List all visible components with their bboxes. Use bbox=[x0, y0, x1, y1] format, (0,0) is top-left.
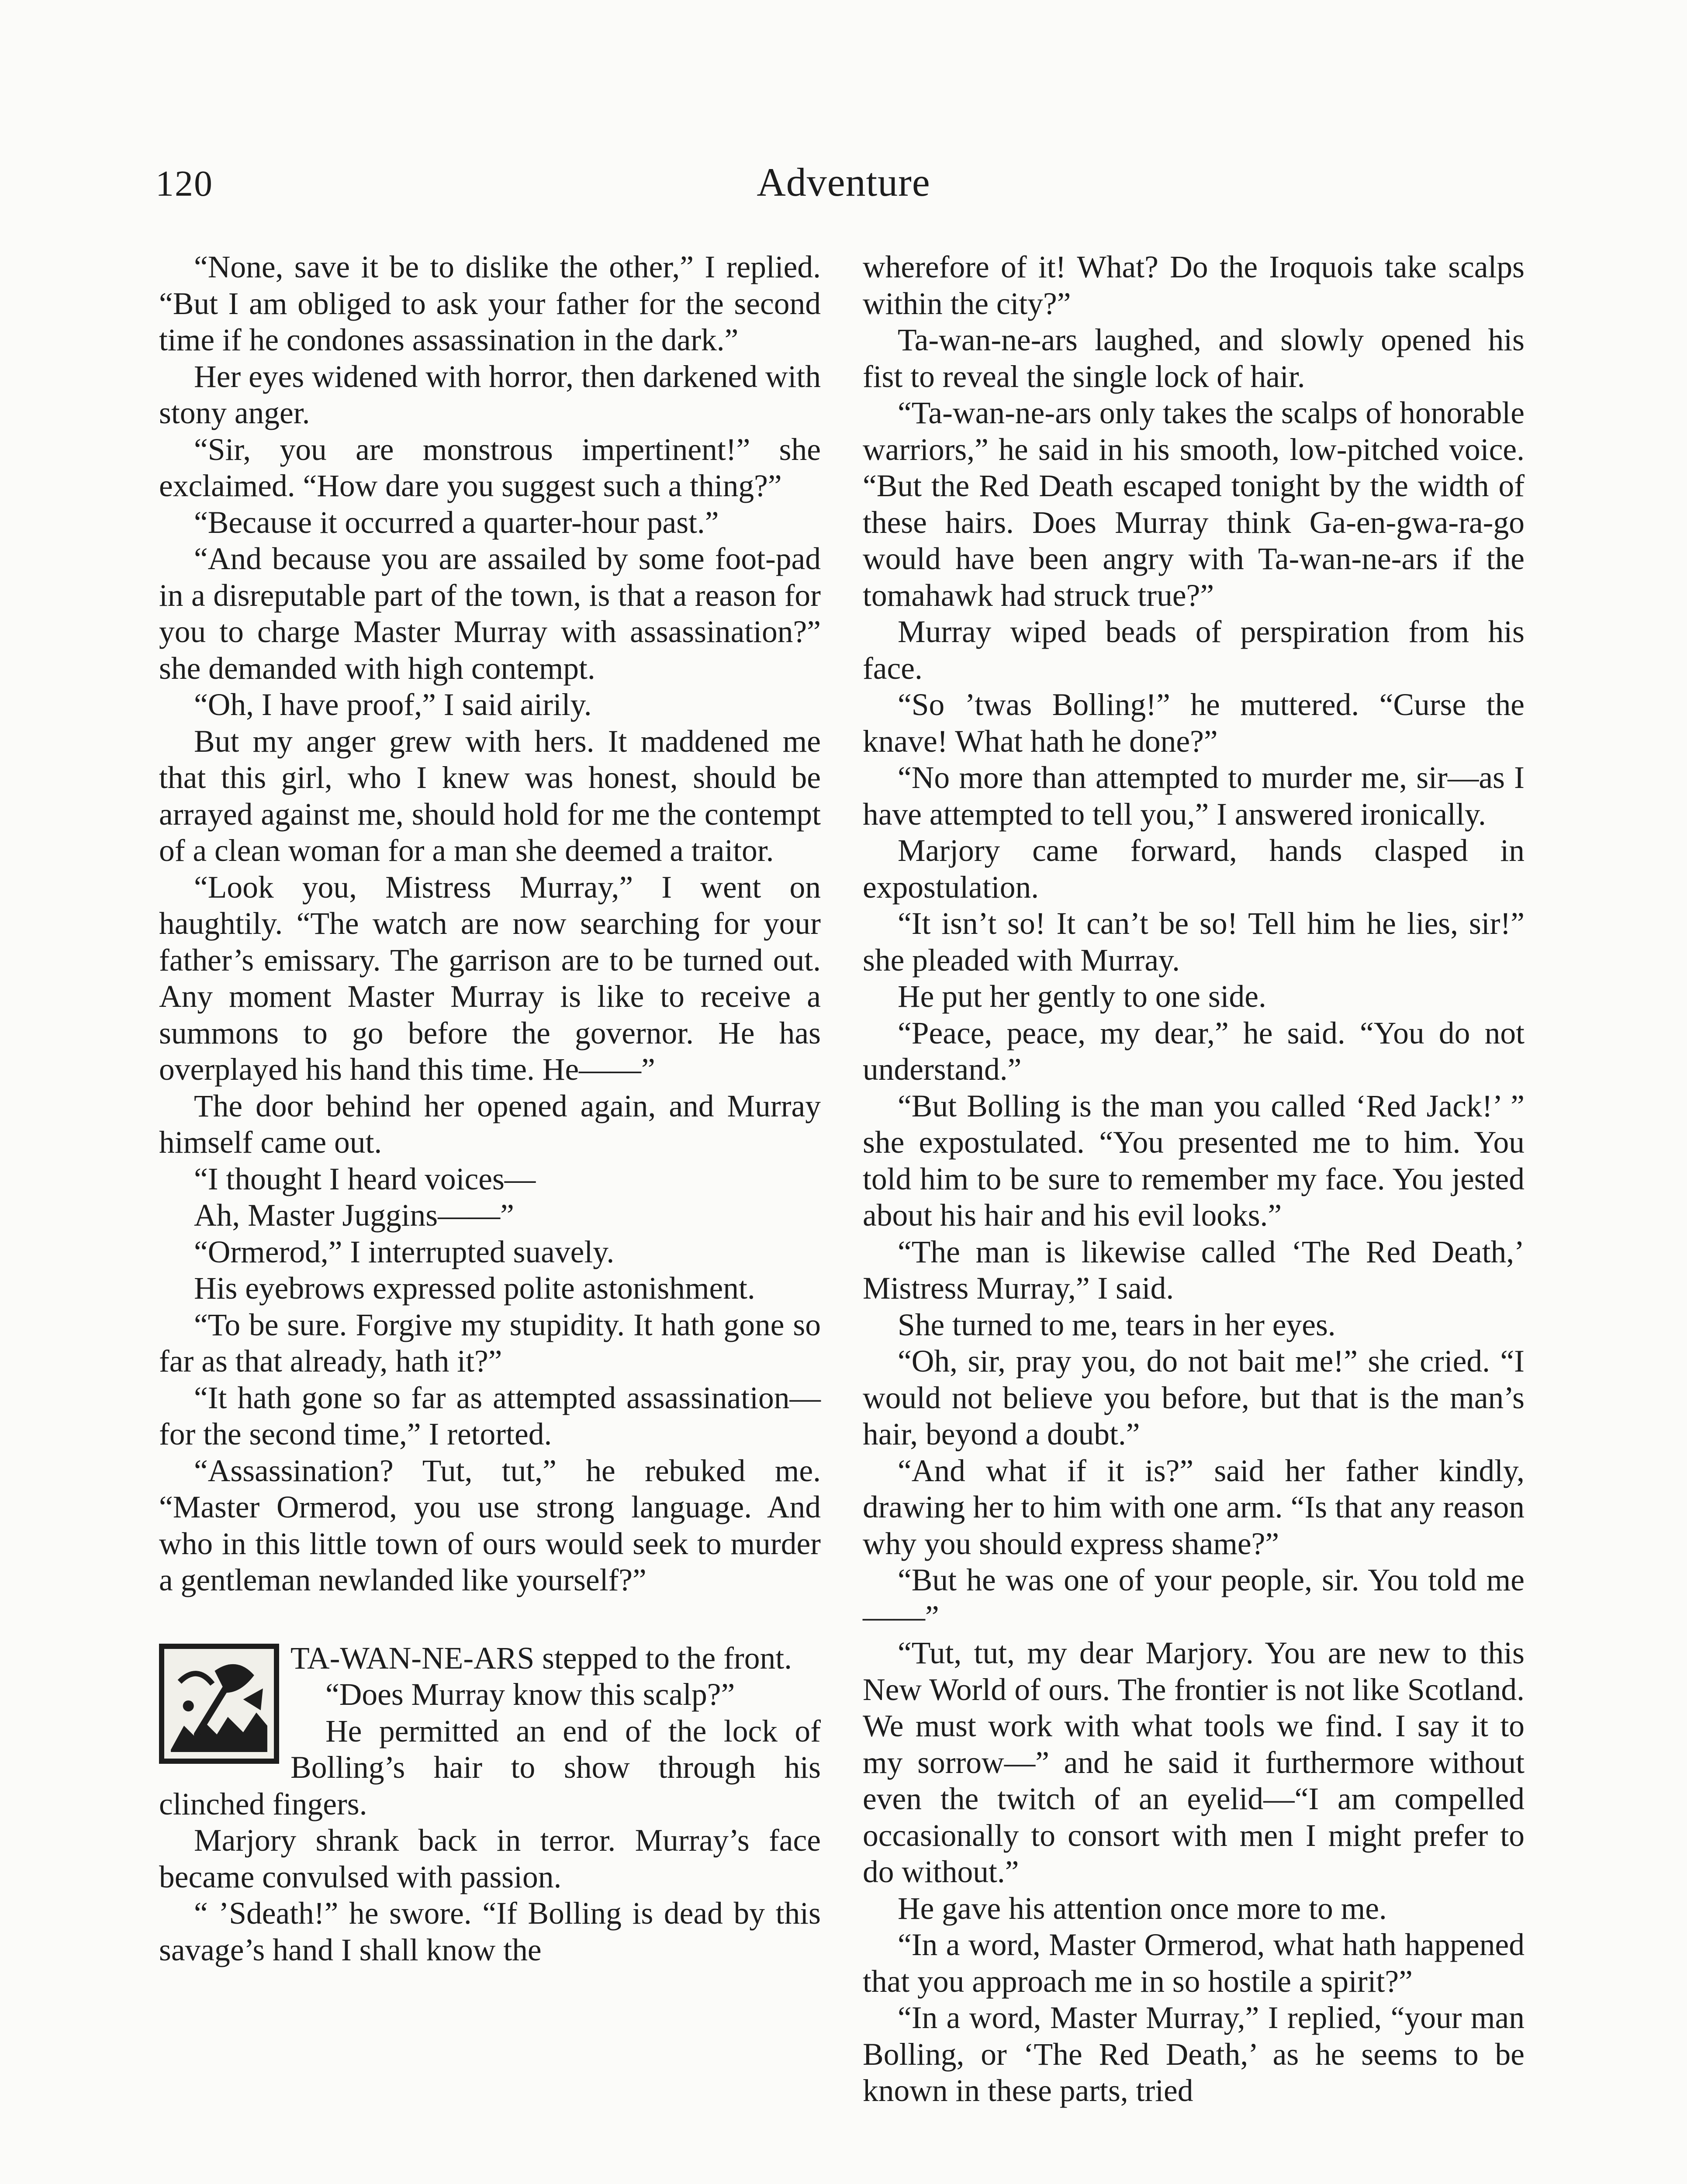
paragraph: “Does Murray know this scalp?” bbox=[325, 1677, 735, 1712]
paragraph: Ah, Master Juggins——” bbox=[194, 1198, 514, 1233]
paragraph: Marjory came forward, hands clasped in expostulation. bbox=[863, 833, 1525, 905]
paragraph: “To be sure. Forgive my stupidity. It hath gone so far as that already, hath it?” bbox=[159, 1307, 821, 1379]
running-head: Adventure bbox=[757, 160, 930, 204]
paragraph: “The man is likewise called ‘The Red Death,’ Mistress Murray,” I said. bbox=[863, 1234, 1525, 1306]
paragraph: “It isn’t so! It can’t be so! Tell him he lies, sir!” she pleaded with Murray. bbox=[863, 906, 1525, 978]
right-column bbox=[863, 249, 1525, 2109]
paragraph-continued: wherefore of it! What? Do the Iroquois take scalps within the city?” bbox=[863, 250, 1525, 321]
paragraph: He permitted an end of the lock of Bolling’s hair to show through his clinched fingers. bbox=[159, 1714, 821, 1821]
paragraph: “Tut, tut, my dear Marjory. You are new to this New World of ours. The frontier is not like Scotland. We must work with what tools we find. I say it to my sorrow—” and he said it furthermore without even the twitch of an eyelid—“I am compelled occasionally to consort with men I might prefer to do without.” bbox=[863, 1636, 1525, 1889]
paragraph: “Peace, peace, my dear,” he said. “You do not understand.” bbox=[863, 1016, 1525, 1087]
paragraph: “Sir, you are monstrous impertinent!” she exclaimed. “How dare you suggest such a thing?” bbox=[159, 432, 821, 503]
paragraph: “It hath gone so far as attempted assassination—for the second time,” I retorted. bbox=[159, 1380, 821, 1451]
paragraph: She turned to me, tears in her eyes. bbox=[898, 1307, 1336, 1342]
paragraph: “And what if it is?” said her father kindly, drawing her to him with one arm. “Is that any reason why you should express shame?” bbox=[863, 1453, 1525, 1561]
tomahawk-woodcut-icon bbox=[159, 1644, 279, 1764]
paragraph: “Oh, sir, pray you, do not bait me!” she cried. “I would not believe you before, but that is the man’s hair, beyond a doubt.” bbox=[863, 1344, 1525, 1451]
dropcap-section bbox=[159, 1640, 821, 1969]
paragraph: “But he was one of your people, sir. You told me——” bbox=[863, 1563, 1525, 1634]
paragraph: “So ’twas Bolling!” he muttered. “Curse the knave! What hath he done?” bbox=[863, 688, 1525, 759]
paragraph: “Because it occurred a quarter-hour past.” bbox=[194, 505, 719, 540]
paragraph: The door behind her opened again, and Murray himself came out. bbox=[159, 1089, 821, 1160]
paragraph: Murray wiped beads of perspiration from his face. bbox=[863, 615, 1525, 686]
paragraph: Marjory shrank back in terror. Murray’s face became convulsed with passion. bbox=[159, 1823, 821, 1894]
dropcap-first-line: TA-WAN-NE-ARS stepped to the front. bbox=[290, 1641, 792, 1676]
paragraph: He put her gently to one side. bbox=[898, 979, 1266, 1014]
paragraph: “Look you, Mistress Murray,” I went on haughtily. “The watch are now searching for your father’s emissary. The garrison are to be turned out. Any moment Master Murray is like to receive a summons to go before the governor. He has overplayed his hand this time. He——” bbox=[159, 870, 821, 1087]
paragraph: He gave his attention once more to me. bbox=[898, 1891, 1387, 1926]
section-break bbox=[159, 1599, 821, 1640]
paragraph: “Ormerod,” I interrupted suavely. bbox=[194, 1234, 615, 1269]
paragraph: Her eyes widened with horror, then darkened with stony anger. bbox=[159, 359, 821, 430]
paragraph: Ta-wan-ne-ars laughed, and slowly opened his fist to reveal the single lock of hair. bbox=[863, 323, 1525, 394]
paragraph: “And because you are assailed by some foot-pad in a disreputable part of the town, is that a reason for you to charge Master Murray with assassination?” she demanded with high contempt. bbox=[159, 542, 821, 686]
paragraph: “But Bolling is the man you called ‘Red Jack!’ ” she expostulated. “You presented me to him. You told him to be sure to remember my face. You jested about his hair and his evil looks.” bbox=[863, 1089, 1525, 1233]
paragraph: “ ’Sdeath!” he swore. “If Bolling is dead by this savage’s hand I shall know the bbox=[159, 1896, 821, 1967]
paragraph: But my anger grew with hers. It maddened me that this girl, who I knew was honest, should be arrayed against me, should hold for me the contempt of a clean woman for a man she deemed a traitor. bbox=[159, 724, 821, 868]
left-column bbox=[159, 249, 821, 1968]
paragraph: “None, save it be to dislike the other,” I replied. “But I am obliged to ask your father for the second time if he condones assassination in the dark.” bbox=[159, 250, 821, 357]
paragraph: “In a word, Master Ormerod, what hath happened that you approach me in so hostile a spirit?” bbox=[863, 1928, 1525, 1999]
paragraph: “Ta-wan-ne-ars only takes the scalps of honorable warriors,” he said in his smooth, low-pitched voice. “But the Red Death escaped tonight by the width of these hairs. Does Murray think Ga-en-gwa-ra-go would have been angry with Ta-wan-ne-ars if the tomahawk had struck true?” bbox=[863, 396, 1525, 613]
paragraph: “I thought I heard voices— bbox=[194, 1161, 536, 1196]
paragraph: “No more than attempted to murder me, sir—as I have attempted to tell you,” I answered ironically. bbox=[863, 760, 1525, 832]
page-number: 120 bbox=[156, 163, 213, 204]
paragraph: “Oh, I have proof,” I said airily. bbox=[194, 688, 592, 722]
paragraph: His eyebrows expressed polite astonishment. bbox=[194, 1271, 755, 1306]
paragraph: “Assassination? Tut, tut,” he rebuked me. “Master Ormerod, you use strong language. And who in this little town of ours would seek to murder a gentleman newlanded like yourself?” bbox=[159, 1453, 821, 1597]
paragraph: “In a word, Master Murray,” I replied, “your man Bolling, or ‘The Red Death,’ as he seems to be known in these parts, tried bbox=[863, 2001, 1525, 2108]
